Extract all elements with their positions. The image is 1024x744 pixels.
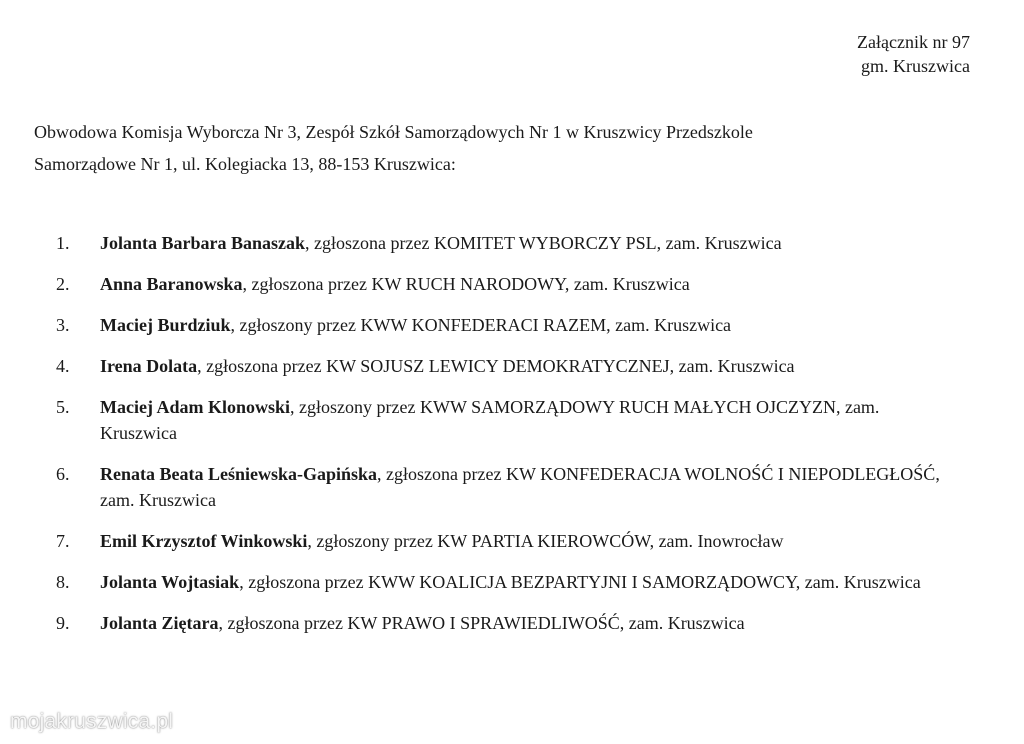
member-name: Jolanta Barbara Banaszak [100, 233, 306, 253]
member-name: Maciej Adam Klonowski [100, 397, 291, 417]
list-item [56, 610, 956, 636]
member-details: , zgłoszona przez KW PRAWO I SPRAWIEDLIWOŚĆ, zam. Kruszwica [218, 613, 745, 633]
member-name: Renata Beata Leśniewska-Gapińska [100, 464, 378, 484]
list-item [56, 461, 956, 513]
member-details: , zgłoszony przez KWW KONFEDERACI RAZEM, zam. Kruszwica [230, 315, 732, 335]
item-number: 4. [56, 356, 70, 376]
item-number: 9. [56, 613, 70, 633]
item-number: 6. [56, 464, 70, 484]
item-number: 2. [56, 274, 70, 294]
member-details: , zgłoszona przez KOMITET WYBORCZY PSL, zam. Kruszwica [305, 233, 782, 253]
list-item [56, 394, 956, 446]
attachment-number: Załącznik nr 97 [857, 32, 970, 52]
list-item [56, 271, 956, 297]
list-item [56, 353, 956, 379]
member-details: , zgłoszona przez KW KONFEDERACJA WOLNOŚĆ I NIEPODLEGŁOŚĆ, zam. Kruszwica [100, 464, 940, 510]
member-details: , zgłoszona przez KWW KOALICJA BEZPARTYJNI I SAMORZĄDOWCY, zam. Kruszwica [239, 572, 921, 592]
commission-intro [34, 116, 974, 180]
item-number: 3. [56, 315, 70, 335]
member-details: , zgłoszony przez KWW SAMORZĄDOWY RUCH MAŁYCH OJCZYZN, zam. Kruszwica [100, 397, 880, 443]
item-number: 7. [56, 531, 70, 551]
intro-line-2: Samorządowe Nr 1, ul. Kolegiacka 13, 88-153 Kruszwica: [34, 154, 456, 174]
member-details: , zgłoszona przez KW SOJUSZ LEWICY DEMOKRATYCZNEJ, zam. Kruszwica [197, 356, 795, 376]
list-item [56, 230, 956, 256]
attachment-header [857, 30, 970, 78]
site-watermark: mojakruszwica.pl [10, 710, 174, 733]
attachment-municipality: gm. Kruszwica [861, 56, 970, 76]
member-name: Emil Krzysztof Winkowski [100, 531, 308, 551]
list-item [56, 528, 956, 554]
list-item [56, 312, 956, 338]
member-list [56, 230, 956, 651]
member-name: Irena Dolata [100, 356, 198, 376]
member-name: Maciej Burdziuk [100, 315, 231, 335]
member-details: , zgłoszony przez KW PARTIA KIEROWCÓW, zam. Inowrocław [307, 531, 784, 551]
item-number: 8. [56, 572, 70, 592]
member-details: , zgłoszona przez KW RUCH NARODOWY, zam. Kruszwica [242, 274, 690, 294]
member-name: Jolanta Wojtasiak [100, 572, 240, 592]
item-number: 1. [56, 233, 70, 253]
member-name: Jolanta Ziętara [100, 613, 219, 633]
member-name: Anna Baranowska [100, 274, 243, 294]
item-number: 5. [56, 397, 70, 417]
intro-line-1: Obwodowa Komisja Wyborcza Nr 3, Zespół Szkół Samorządowych Nr 1 w Kruszwicy Przedszkole [34, 122, 753, 142]
list-item [56, 569, 956, 595]
